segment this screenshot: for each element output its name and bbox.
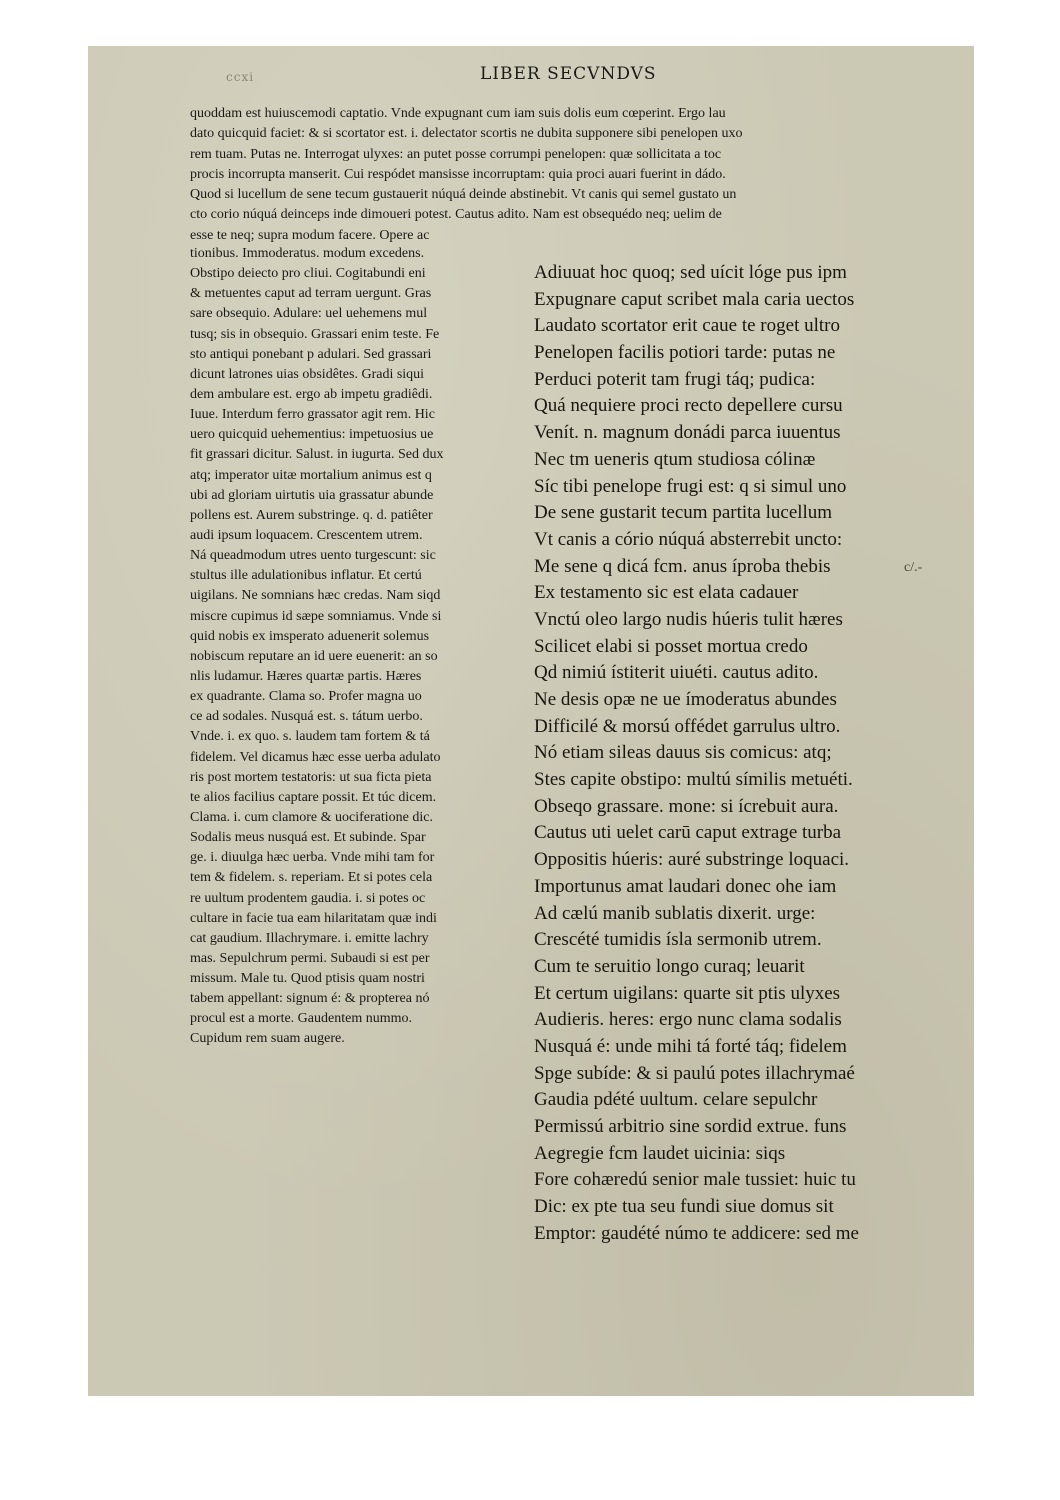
verse-line: Stes capite obstipo: multú símilis metuéti. [534, 769, 853, 791]
commentary-line: pollens est. Aurem substringe. q. d. patiêter [190, 507, 433, 523]
commentary-line: stultus ille adulationibus inflatur. Et certú [190, 568, 422, 584]
verse-line: Spge subíde: & si paulú potes illachrymaé [534, 1062, 855, 1084]
commentary-line: tionibus. Immoderatus. modum excedens. [190, 246, 425, 261]
verse-line: Cautus uti uelet carū caput extrage turba [534, 822, 842, 844]
verse-line: Permissú arbitrio sine sordid extrue. funs [534, 1116, 847, 1137]
verse-line: Fore cohæredú senior male tussiet: huic tu [534, 1169, 856, 1191]
commentary-line: cultare in facie tua eam hilaritatam quæ indi [190, 910, 437, 926]
commentary-line: & metuentes caput ad terram uergunt. Gras [190, 286, 432, 302]
verse-line: Dic: ex pte tua seu fundi siue domus sit [534, 1196, 834, 1218]
verse-line: Ad cælú manib sublatis dixerit. urge: [534, 902, 816, 924]
commentary-line: Clama. i. cum clamore & uociferatione dic. [190, 809, 433, 825]
verse-line: Nó etiam sileas dauus sis comicus: atq; [534, 742, 832, 764]
verse-line: Cum te seruitio longo curaq; leuarit [534, 955, 805, 977]
verse-line: Scilicet elabi si posset mortua credo [534, 635, 808, 657]
verse-line: Audieris. heres: ergo nunc clama sodalis [534, 1009, 842, 1031]
commentary-line: tabem appellant: signum é: & propterea nó [190, 991, 430, 1007]
verse-line: Nusquá é: unde mihi tá forté táq; fidelem [534, 1035, 847, 1057]
verse-line: Obseqo grassare. mone: si ícrebuit aura. [534, 795, 839, 817]
commentary-line: esse te neq; supra modum facere. Opere ac [190, 227, 430, 243]
commentary-line: ex quadrante. Clama so. Profer magna uo [190, 689, 422, 705]
verse-line: De sene gustarit tecum partita lucellum [534, 502, 833, 524]
commentary-line: nobiscum reputare an id uere euenerit: an so [190, 648, 438, 664]
verse-line: Ex testamento sic est elata cadauer [534, 582, 799, 604]
commentary-line: audi ipsum loquacem. Crescentem utrem. [190, 527, 423, 543]
commentary-line: fidelem. Vel dicamus hæc esse uerba adulato [190, 749, 441, 765]
verse-line: Adiuuat hoc quoq; sed uícit lóge pus ipm [534, 262, 847, 283]
commentary-line: procis incorrupta manserit. Cui respódet mansisse incorruptam: quia proci auari fuerint in dádo. [190, 166, 726, 182]
commentary-line: ce ad sodales. Nusquá est. s. tátum uerbo. [190, 709, 423, 725]
commentary-line: Ná queadmodum utres uento turgescunt: sic [190, 548, 436, 564]
verse-line: Vt canis a cório núquá absterrebit uncto: [534, 528, 843, 550]
commentary-line: cat gaudium. Illachrymare. i. emitte lachry [190, 930, 429, 946]
verse-line: Quá nequiere proci recto depellere cursu [534, 395, 843, 417]
commentary-line: dicunt latrones uias obsidêtes. Gradi siqui [190, 366, 425, 382]
commentary-line: rem tuam. Putas ne. Interrogat ulyxes: an putet posse corrumpi penelopen: quæ sollicitata a toc [190, 146, 722, 162]
folio-mark: ccxi [226, 70, 255, 84]
commentary-line: miscre cupimus id sæpe somniamus. Vnde si [190, 608, 442, 624]
commentary-line: Sodalis meus nusquá est. Et subinde. Spar [190, 830, 426, 846]
running-title: LIBER SECVNDVS [480, 64, 657, 84]
verse-line: Gaudia pdété uultum. celare sepulchr [534, 1089, 818, 1111]
verse-line: Importunus amat laudari donec ohe iam [534, 875, 837, 897]
commentary-line: Quod si lucellum de sene tecum gustauerit núquá deinde abstinebit. Vt canis qui semel gustato un [190, 187, 737, 203]
commentary-line: atq; imperator uitæ mortalium animus est q [190, 467, 432, 483]
verse-column [534, 260, 934, 1247]
commentary-line: sto antiqui ponebant p adulari. Sed grassari [190, 346, 432, 362]
verse-line: Ne desis opæ ne ue ímoderatus abundes [534, 689, 837, 710]
commentary-line: Cupidum rem suam augere. [190, 1031, 345, 1047]
verse-line: Crescété tumidis ísla sermonib utrem. [534, 929, 822, 951]
verse-line: Expugnare caput scribet mala caria uectos [534, 288, 855, 310]
verse-line: Emptor: gaudété númo te addicere: sed me [534, 1222, 859, 1244]
verse-line: Laudato scortator erit caue te roget ultro [534, 315, 840, 337]
commentary-line: uigilans. Ne somnians hæc credas. Nam siqd [190, 588, 441, 604]
commentary-line: mas. Sepulchrum permi. Subaudi si est per [190, 950, 430, 966]
commentary-line: ubi ad gloriam uirtutis uia grassatur abunde [190, 487, 434, 503]
commentary-line: tusq; sis in obsequio. Grassari enim teste. Fe [190, 326, 440, 342]
commentary-line: quoddam est huiuscemodi captatio. Vnde expugnant cum iam suis dolis eum cœperint. Ergo lau [190, 106, 726, 121]
commentary-line: quid nobis ex imsperato aduenerit solemus [190, 628, 430, 644]
verse-line: Difficilé & morsú offédet garrulus ultro. [534, 715, 841, 737]
commentary-line: missum. Male tu. Quod ptisis quam nostri [190, 971, 425, 987]
commentary-line: sare obsequio. Adulare: uel uehemens mul [190, 306, 428, 322]
commentary-line: Obstipo deiecto pro cliui. Cogitabundi eni [190, 266, 426, 282]
commentary-line: cto corio núquá deinceps inde dimoueri potest. Cautus adito. Nam est obsequédo neq; uelim de [190, 207, 722, 223]
commentary-line: procul est a morte. Gaudentem nummo. [190, 1011, 412, 1027]
margin-note: c/.- [904, 560, 923, 575]
commentary-line: dato quicquid faciet: & si scortator est. i. delectator scortis ne dubita supponere sibi penelopen uxo [190, 126, 743, 142]
verse-line: Nec tm ueneris qtum studiosa cólinæ [534, 448, 816, 470]
commentary-left-column [190, 244, 530, 1050]
commentary-line: Iuue. Interdum ferro grassator agit rem. Hic [190, 407, 435, 423]
verse-line: Penelopen facilis potiori tarde: putas ne [534, 342, 836, 364]
commentary-full-width [190, 104, 930, 246]
verse-line: Oppositis húeris: auré substringe loquaci. [534, 849, 850, 871]
verse-line: Me sene q dicá fcm. anus íproba thebis [534, 555, 831, 577]
commentary-line: tem & fidelem. s. reperiam. Et si potes cela [190, 870, 433, 886]
commentary-line: fit grassari dicitur. Salust. in iugurta. Sed dux [190, 447, 444, 463]
commentary-line: ris post mortem testatoris: ut sua ficta pieta [190, 769, 432, 785]
commentary-line: nlis ludamur. Hæres quartæ partis. Hæres [190, 668, 422, 684]
commentary-line: dem ambulare est. ergo ab impetu gradiêdi. [190, 386, 433, 402]
verse-line: Qd nimiú ístiterit uiuéti. cautus adito. [534, 662, 819, 684]
verse-line: Aegregie fcm laudet uicinia: siqs [534, 1142, 786, 1164]
commentary-line: ge. i. diuulga hæc uerba. Vnde mihi tam for [190, 850, 435, 866]
verse-line: Venít. n. magnum donádi parca iuuentus [534, 422, 841, 444]
verse-line: Et certum uigilans: quarte sit ptis ulyxes [534, 982, 841, 1004]
commentary-line: te alios facilius captare possit. Et túc dicem. [190, 789, 437, 805]
verse-line: Vnctú oleo largo nudis húeris tulit hæres [534, 608, 843, 630]
commentary-line: Vnde. i. ex quo. s. laudem tam fortem & tá [190, 729, 430, 745]
verse-line: Síc tibi penelope frugi est: q si simul uno [534, 475, 847, 497]
commentary-line: uero quicquid uehementius: impetuosius ue [190, 427, 434, 443]
commentary-line: re uultum prodentem gaudia. i. si potes oc [190, 890, 426, 906]
verse-line: Perduci poterit tam frugi táq; pudica: [534, 368, 816, 390]
